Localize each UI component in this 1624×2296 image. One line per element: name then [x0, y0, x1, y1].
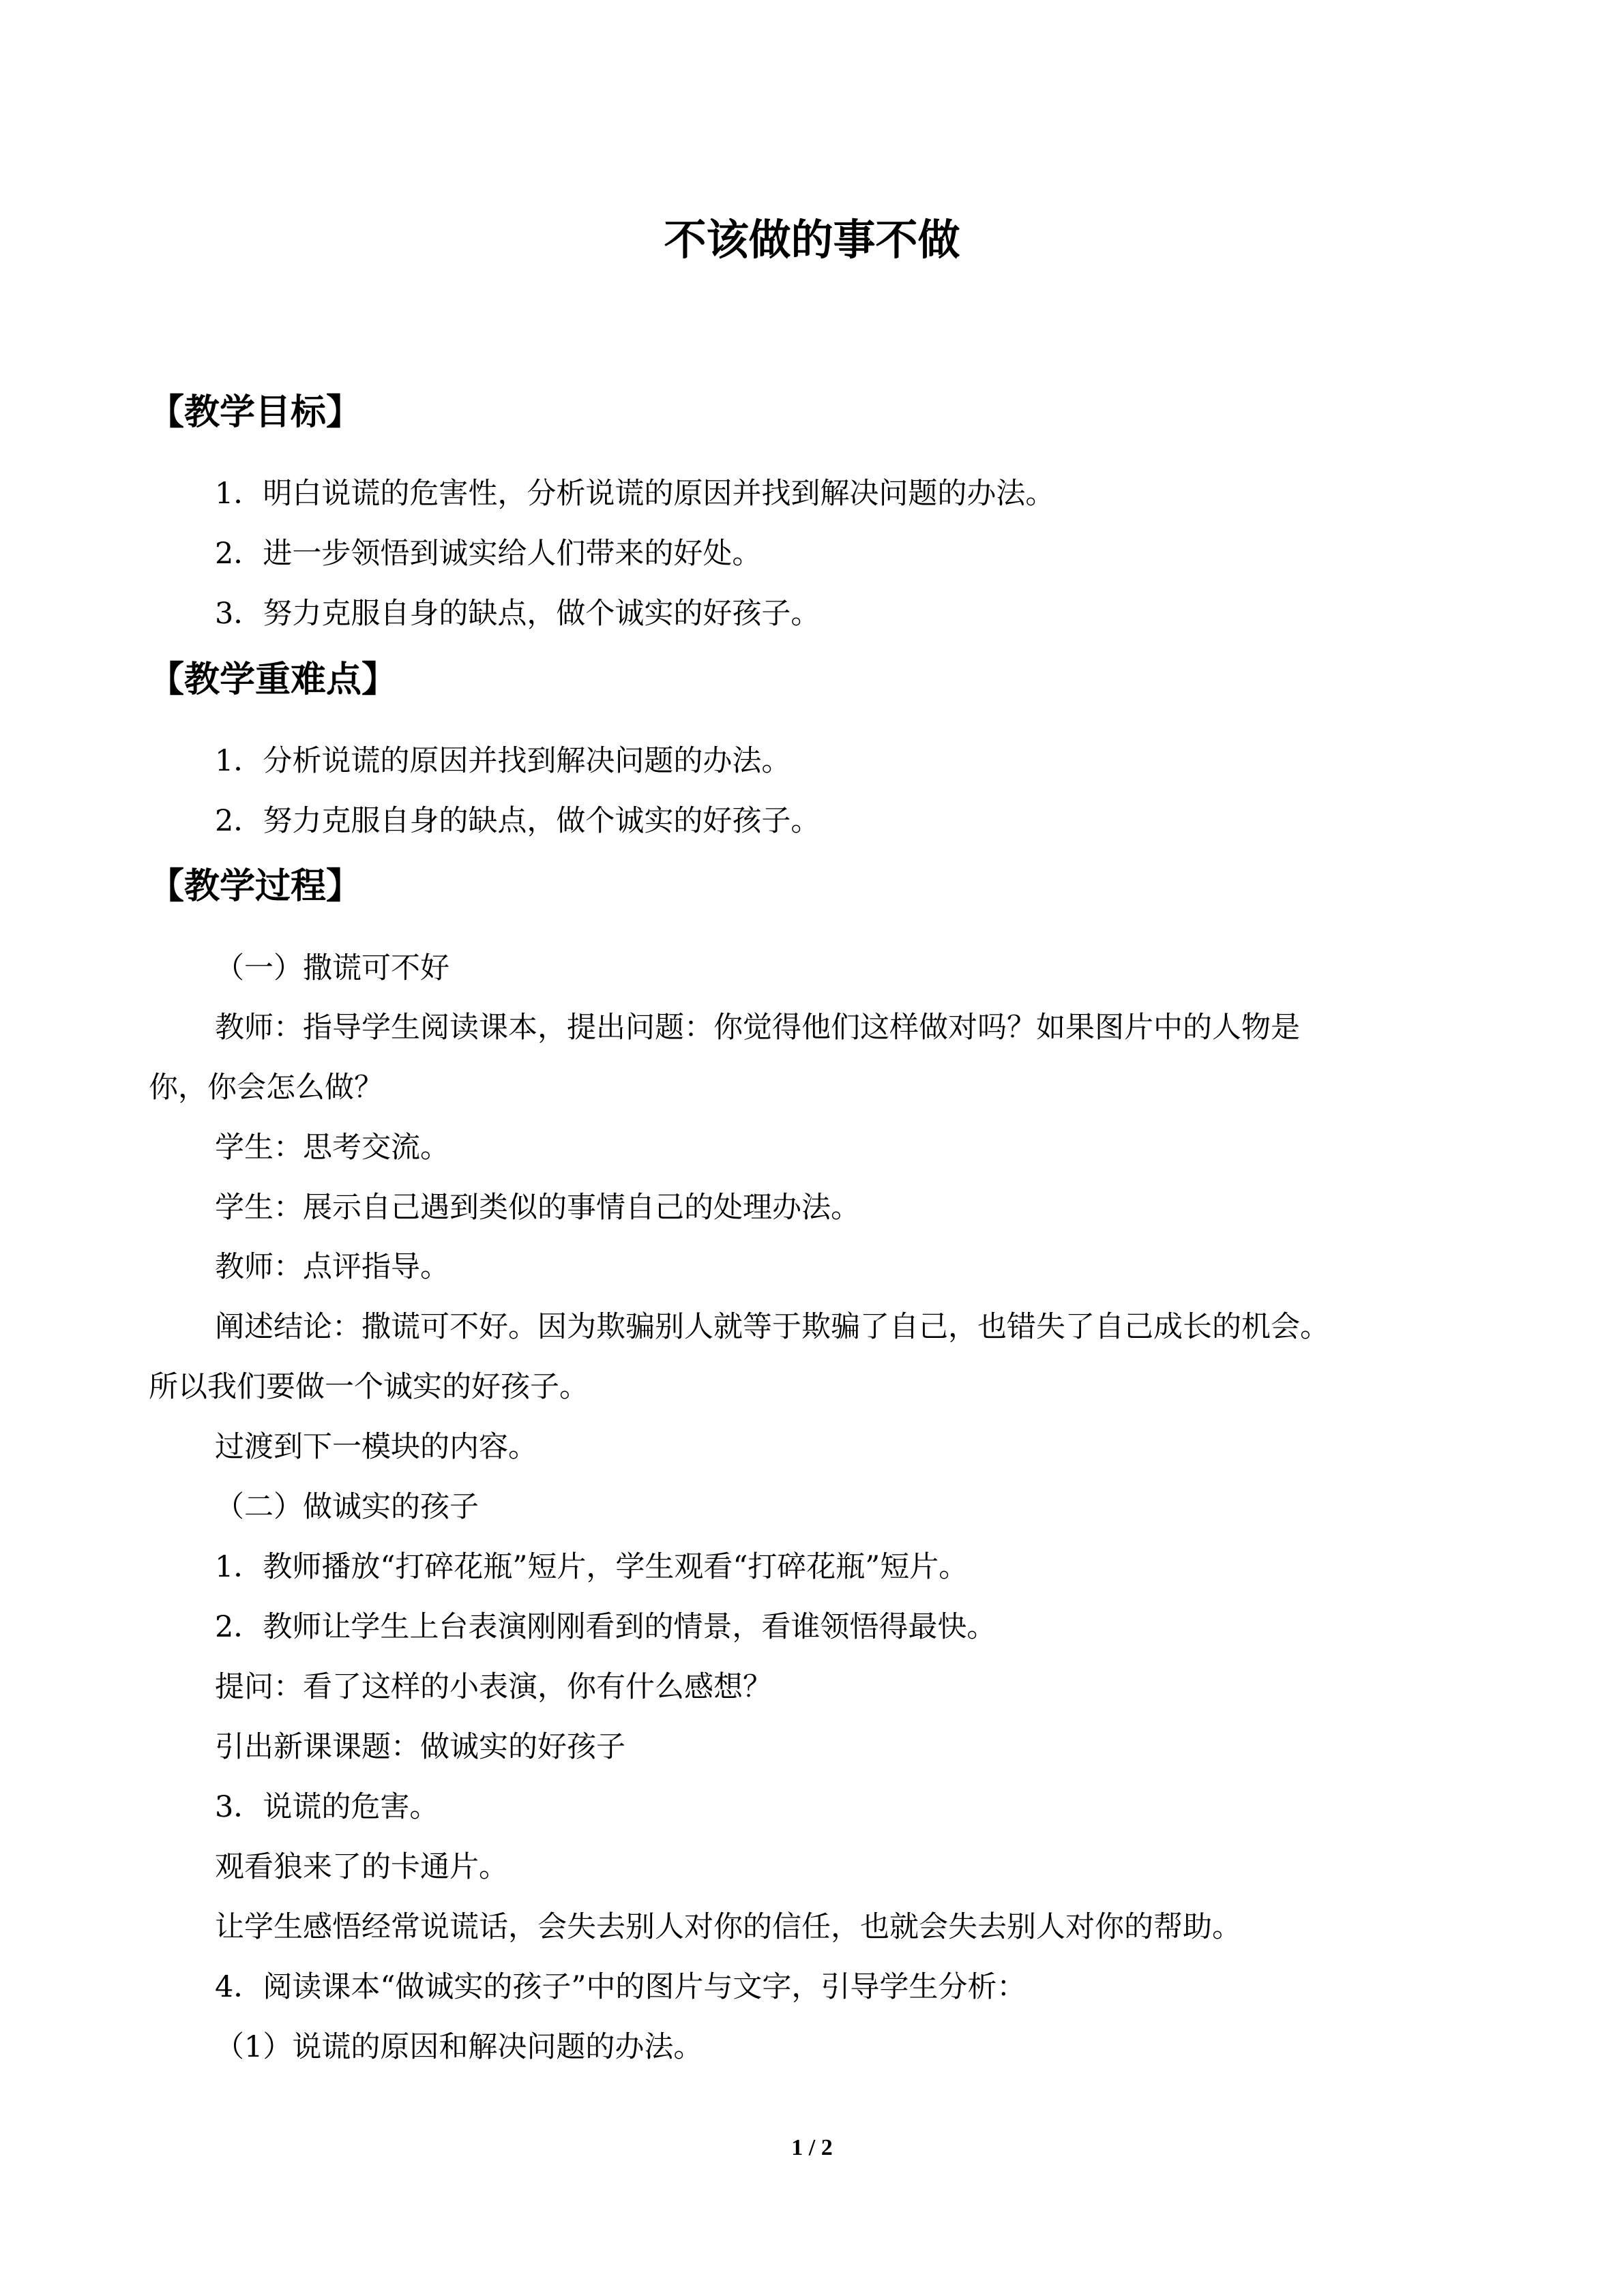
process-line: 你，你会怎么做？: [149, 1071, 383, 1105]
objective-item: 1．明白说谎的危害性，分析说谎的原因并找到解决问题的办法。: [215, 477, 1055, 511]
page-title: 不该做的事不做: [664, 215, 960, 265]
process-line: 教师：指导学生阅读课本，提出问题：你觉得他们这样做对吗？如果图片中的人物是: [215, 1011, 1300, 1045]
process-line: 观看狼来了的卡通片。: [215, 1850, 508, 1884]
process-line: 提问：看了这样的小表演，你有什么感想？: [215, 1670, 772, 1704]
objective-item: 3．努力克服自身的缺点，做个诚实的好孩子。: [215, 597, 821, 631]
process-line: 3．说谎的危害。: [215, 1790, 439, 1824]
process-line: 1．教师播放“打碎花瓶”短片，学生观看“打碎花瓶”短片。: [215, 1550, 969, 1584]
process-line: 学生：思考交流。: [215, 1131, 449, 1165]
process-line: （二）做诚实的孩子: [215, 1490, 479, 1524]
process-line: 教师：点评指导。: [215, 1250, 449, 1284]
process-line: 引出新课课题：做诚实的好孩子: [215, 1730, 625, 1764]
process-line: 2．教师让学生上台表演刚刚看到的情景，看谁领悟得最快。: [215, 1610, 996, 1644]
process-line: 过渡到下一模块的内容。: [215, 1430, 537, 1464]
key-point-item: 1．分析说谎的原因并找到解决问题的办法。: [215, 744, 791, 778]
process-line: 让学生感悟经常说谎话，会失去别人对你的信任，也就会失去别人对你的帮助。: [215, 1910, 1241, 1944]
process-line: （一）撒谎可不好: [215, 951, 449, 985]
process-line: 4．阅读课本“做诚实的孩子”中的图片与文字，引导学生分析：: [215, 1970, 1027, 2004]
page-number: 1 / 2: [791, 2135, 833, 2160]
section-heading-key-points: 【教学重难点】: [149, 659, 398, 700]
process-line: 阐述结论：撒谎可不好。因为欺骗别人就等于欺骗了自己，也错失了自己成长的机会。: [215, 1310, 1329, 1344]
section-heading-objectives: 【教学目标】: [149, 392, 362, 433]
key-point-item: 2．努力克服自身的缺点，做个诚实的好孩子。: [215, 804, 821, 838]
process-line: （1）说谎的原因和解决问题的办法。: [215, 2030, 703, 2064]
section-heading-process: 【教学过程】: [149, 866, 362, 907]
process-line: 学生：展示自己遇到类似的事情自己的处理办法。: [215, 1191, 860, 1225]
objective-item: 2．进一步领悟到诚实给人们带来的好处。: [215, 537, 762, 571]
process-line: 所以我们要做一个诚实的好孩子。: [149, 1370, 589, 1404]
